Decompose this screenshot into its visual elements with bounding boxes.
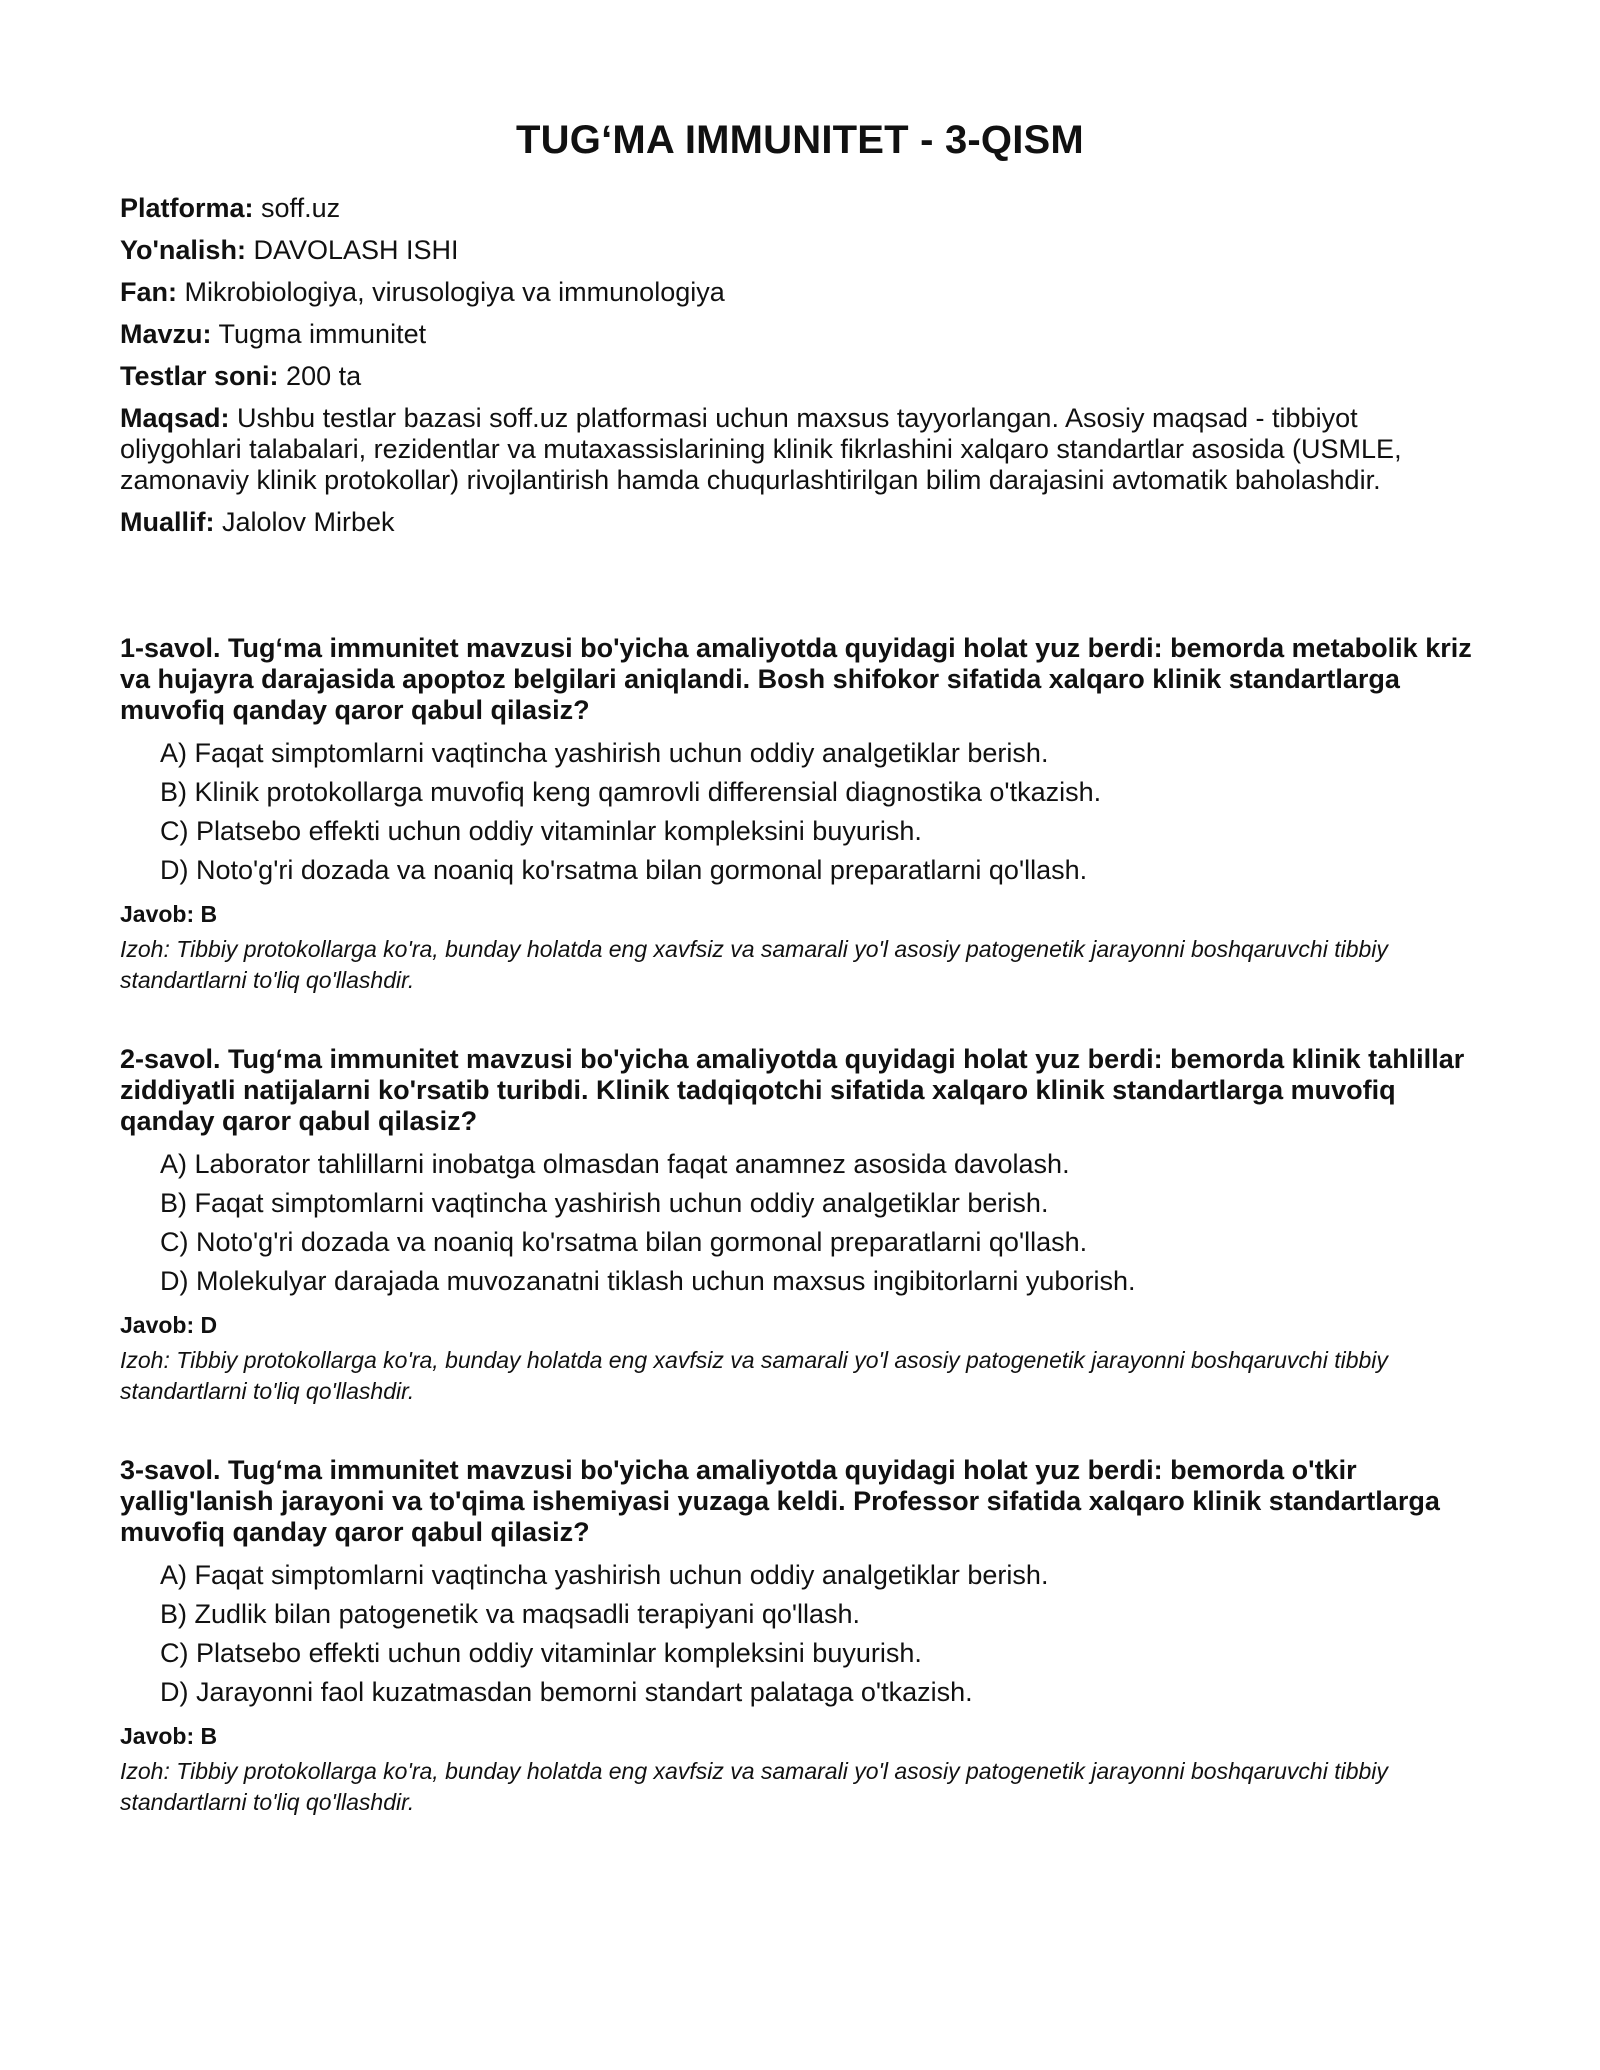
meta-value: 200 ta (278, 361, 362, 391)
explanation-text: Izoh: Tibbiy protokollarga ko'ra, bunday holatda eng xavfsiz va samarali yo'l asosiy patogenetik jarayonni boshqaruvchi tibbiy standartlarni to'liq qo'llashdir. (120, 936, 1388, 993)
option-c: C) Platsebo effekti uchun oddiy vitaminlar kompleksini buyurish. (160, 816, 922, 846)
meta-topic (120, 319, 1480, 350)
meta-label: Fan: (120, 277, 177, 307)
explanation-text: Izoh: Tibbiy protokollarga ko'ra, bunday holatda eng xavfsiz va samarali yo'l asosiy patogenetik jarayonni boshqaruvchi tibbiy standartlarni to'liq qo'llashdir. (120, 1758, 1388, 1815)
meta-label: Platforma: (120, 193, 254, 223)
meta-purpose (120, 403, 1480, 496)
option-c: C) Noto'g'ri dozada va noaniq ko'rsatma bilan gormonal preparatlarni qo'llash. (160, 1227, 1088, 1257)
meta-value: Jalolov Mirbek (214, 507, 395, 537)
meta-label: Mavzu: (120, 319, 212, 349)
option-a: A) Faqat simptomlarni vaqtincha yashirish uchun oddiy analgetiklar berish. (160, 738, 1049, 768)
meta-author (120, 507, 1480, 538)
option-d: D) Molekulyar darajada muvozanatni tiklash uchun maxsus ingibitorlarni yuborish. (160, 1266, 1136, 1296)
metadata-block (120, 193, 1480, 538)
meta-value: Tugma immunitet (211, 319, 427, 349)
question-text: 1-savol. Tug‘ma immunitet mavzusi bo'yicha amaliyotda quyidagi holat yuz berdi: bemorda metabolik kriz va hujayra darajasida apoptoz belgilari aniqlandi. Bosh shifokor sifatida xalqaro klinik standartlarga muvofiq qanday qaror qabul qilasiz? (120, 633, 1472, 725)
option-c: C) Platsebo effekti uchun oddiy vitaminlar kompleksini buyurish. (160, 1638, 922, 1668)
meta-value: soff.uz (253, 193, 341, 223)
meta-value: Ushbu testlar bazasi soff.uz platformasi uchun maxsus tayyorlangan. Asosiy maqsad - tibbiyot oliygohlari talabalari, rezidentlar va mutaxassislarining klinik fikrlashini xalqaro standartlar asosida (USMLE, zamonaviy klinik protokollar) rivojlantirish hamda chuqurlashtirilgan bilim darajasini avtomatik baholashdir. (120, 403, 1402, 495)
question-text: 2-savol. Tug‘ma immunitet mavzusi bo'yicha amaliyotda quyidagi holat yuz berdi: bemorda klinik tahlillar ziddiyatli natijalarni ko'rsatib turibdi. Klinik tadqiqotchi sifatida xalqaro klinik standartlarga muvofiq qanday qaror qabul qilasiz? (120, 1044, 1465, 1136)
question-text: 3-savol. Tug‘ma immunitet mavzusi bo'yicha amaliyotda quyidagi holat yuz berdi: bemorda o'tkir yallig'lanish jarayoni va to'qima ishemiyasi yuzaga keldi. Professor sifatida xalqaro klinik standartlarga muvofiq qanday qaror qabul qilasiz? (120, 1455, 1440, 1547)
answer-label: Javob: B (120, 1723, 218, 1749)
option-d: D) Jarayonni faol kuzatmasdan bemorni standart palataga o'tkazish. (160, 1677, 973, 1707)
meta-label: Muallif: (120, 507, 215, 537)
document-page (120, 118, 1480, 1866)
meta-value: Mikrobiologiya, virusologiya va immunologiya (177, 277, 725, 307)
meta-subject (120, 277, 1480, 308)
meta-value: DAVOLASH ISHI (245, 235, 459, 265)
meta-label: Yo'nalish: (120, 235, 246, 265)
meta-test-count (120, 361, 1480, 392)
answer-label: Javob: B (120, 901, 218, 927)
option-b: B) Klinik protokollarga muvofiq keng qamrovli differensial diagnostika o'tkazish. (160, 777, 1102, 807)
option-a: A) Laborator tahlillarni inobatga olmasdan faqat anamnez asosida davolash. (160, 1149, 1070, 1179)
option-a: A) Faqat simptomlarni vaqtincha yashirish uchun oddiy analgetiklar berish. (160, 1560, 1049, 1590)
document-title: TUG‘MA IMMUNITET - 3-QISM (516, 118, 1084, 162)
meta-platform (120, 193, 1480, 224)
answer-label: Javob: D (120, 1312, 218, 1338)
question-1 (120, 633, 1480, 996)
option-d: D) Noto'g'ri dozada va noaniq ko'rsatma bilan gormonal preparatlarni qo'llash. (160, 855, 1088, 885)
meta-label: Testlar soni: (120, 361, 279, 391)
section-spacer (120, 549, 1480, 633)
question-2 (120, 1044, 1480, 1407)
option-b: B) Zudlik bilan patogenetik va maqsadli terapiyani qo'llash. (160, 1599, 861, 1629)
meta-label: Maqsad: (120, 403, 230, 433)
option-b: B) Faqat simptomlarni vaqtincha yashirish uchun oddiy analgetiklar berish. (160, 1188, 1049, 1218)
question-3 (120, 1455, 1480, 1818)
meta-direction (120, 235, 1480, 266)
explanation-text: Izoh: Tibbiy protokollarga ko'ra, bunday holatda eng xavfsiz va samarali yo'l asosiy patogenetik jarayonni boshqaruvchi tibbiy standartlarni to'liq qo'llashdir. (120, 1347, 1388, 1404)
